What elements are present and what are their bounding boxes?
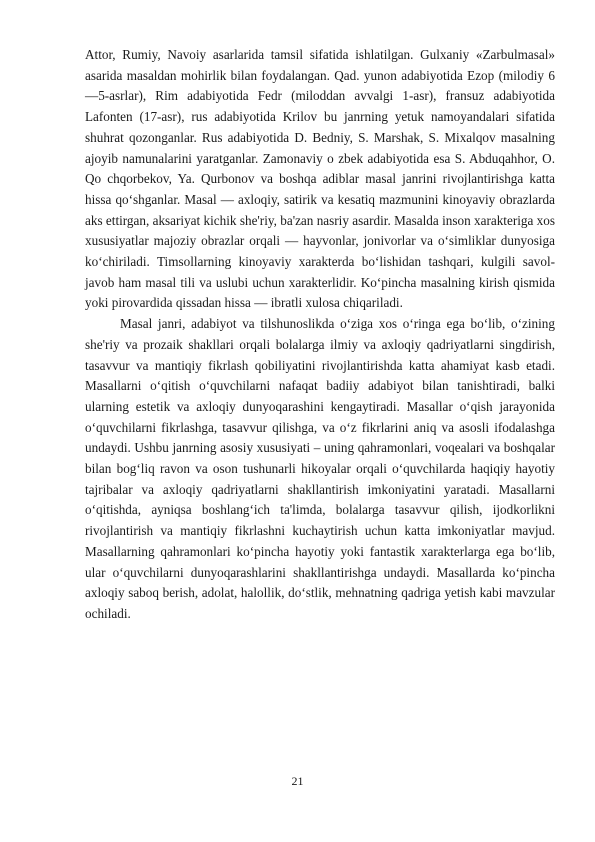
body-text (85, 45, 555, 625)
paragraph-1: Attor, Rumiy, Navoiy asarlarida tamsil sifatida ishlatilgan. Gulxaniy «Zarbulmasal» asarida masaldan mohirlik bilan foydalangan. Qad. yunon adabiyotida Ezop (milodiy 6—5-asrlar), Rim adabiyotida Fedr (miloddan avvalgi 1-asr), fransuz adabiyotida Lafonten (17-asr), rus adabiyotida Krilov bu janrning yetuk namoyandalari sifatida shuhrat qozonganlar. Rus adabiyotida D. Bedniy, S. Marshak, S. Mixalqov masalning ajoyib namunalarini yaratganlar. Zamonaviy o zbek adabiyotida esa S. Abduqahhor, O. Qo chqorbekov, Ya. Qurbonov va boshqa adiblar masal janrini rivojlantirishga katta hissa qo‘shganlar. Masal — axloqiy, satirik va kesatiq mazmunini kinoyaviy obrazlarda aks ettirgan, aksariyat kichik she'riy, ba'zan nasriy asardir. Masalda inson xarakteriga xos xususiyatlar majoziy obrazlar orqali — hayvonlar, jonivorlar va o‘simliklar dunyosiga ko‘chiriladi. Timsollarning kinoyaviy xarakterda bo‘lishidan tashqari, kulgili savol-javob ham masal tili va uslubi uchun xarakterlidir. Ko‘pincha masalning kirish qismida yoki pirovardida qissadan hissa — ibratli xulosa chiqariladi. (85, 47, 555, 311)
page-number: 21 (291, 774, 304, 788)
paragraph-2: Masal janri, adabiyot va tilshunoslikda o‘ziga xos o‘ringa ega bo‘lib, o‘zining she'riy va prozaik shakllari orqali bolalarga ilmiy va axloqiy qadriyatlarni singdirish, tasavvur va mantiqiy fikrlash qobiliyatini rivojlantirishda katta ahamiyat kasb etadi. Masallarni o‘qitish o‘quvchilarni nafaqat badiiy adabiyot bilan tanishtiradi, balki ularning estetik va axloqiy dunyoqarashini kengaytiradi. Masallar o‘qish jarayonida o‘quvchilarni fikrlashga, tasavvur qilishga, va o‘z fikrlarini aniq va asosli ifodalashga undaydi. Ushbu janrning asosiy xususiyati – uning qahramonlari, voqealari va boshqalar bilan bog‘liq ravon va oson tushunarli hikoyalar orqali o‘quvchilarda haqiqiy hayotiy tajribalar va axloqiy qadriyatlarni shakllantirish imkoniyatini yaratadi. Masallarni o‘qitishda, ayniqsa boshlang‘ich ta'limda, bolalarga tasavvur qilish, ijodkorlikni rivojlantirish va mantiqiy fikrlashni kuchaytirish uchun katta imkoniyatlar mavjud. Masallarning qahramonlari ko‘pincha hayotiy yoki fantastik xarakterlarga ega bo‘lib, ular o‘quvchilarni dunyoqarashlarini shakllantirishga undaydi. Masallarda ko‘pincha axloqiy saboq berish, adolat, halollik, do‘stlik, mehnatning qadriga yetish kabi mavzular ochiladi. (85, 316, 555, 621)
